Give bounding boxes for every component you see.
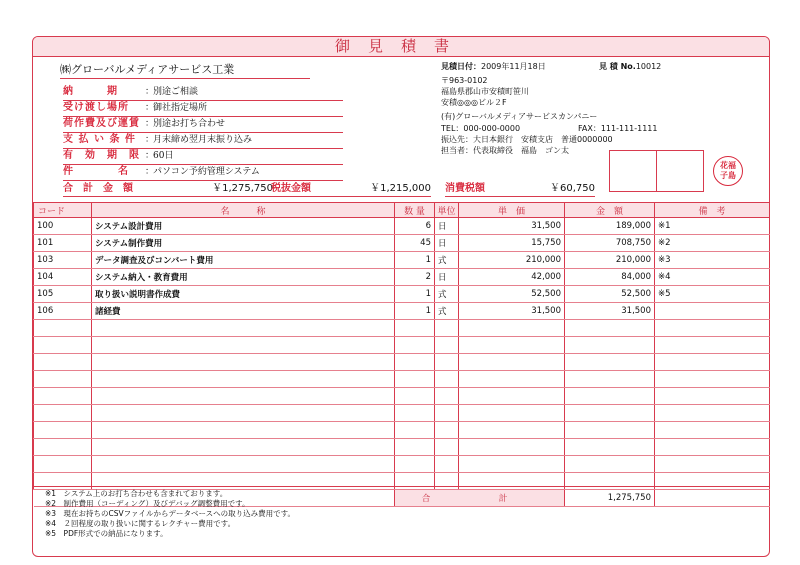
quote-date — [441, 61, 546, 72]
pretax-amount-value: ￥1,215,000 — [370, 183, 431, 194]
header-code: コード — [34, 203, 92, 218]
empty-row — [34, 371, 770, 388]
cell-code: 104 — [34, 269, 92, 286]
note-line: ※4 ２回程度の取り扱いに関するレクチャー費用です。 — [45, 519, 236, 528]
cell-unit: 日 — [435, 218, 459, 235]
cell-code: 101 — [34, 235, 92, 252]
table-row — [34, 252, 770, 269]
cell-unit: 式 — [435, 252, 459, 269]
empty-row — [34, 439, 770, 456]
note-line: ※5 PDF形式での納品になります。 — [45, 529, 168, 538]
tax-amount-label: 消費税額 — [445, 183, 485, 194]
cell-price: 31,500 — [459, 303, 565, 320]
detail-value: 60日 — [153, 151, 174, 161]
cell-note: ※4 — [655, 269, 770, 286]
notes-section — [33, 486, 769, 556]
seal-stamp: 花福 子島 — [713, 156, 743, 186]
cell-name: システム設計費用 — [92, 218, 395, 235]
document-title: 御見積書 — [33, 37, 769, 57]
cell-qty: 1 — [395, 303, 435, 320]
empty-row — [34, 354, 770, 371]
cell-amount: 84,000 — [565, 269, 655, 286]
issuer-fax: FAX：111-111-1111 — [578, 124, 658, 133]
header-price: 単 価 — [459, 203, 565, 218]
empty-row — [34, 320, 770, 337]
table-row — [34, 286, 770, 303]
cell-name: システム納入・教育費用 — [92, 269, 395, 286]
total-amount-label: 合 計 金 額 — [63, 183, 133, 194]
cell-code: 103 — [34, 252, 92, 269]
issuer-person: 担当者：代表取締役 福島 ゴン太 — [441, 146, 569, 155]
issuer-bank: 振込先：大日本銀行 安積支店 普通0000000 — [441, 135, 613, 144]
detail-value: 御社指定場所 — [153, 103, 208, 113]
cell-amount: 31,500 — [565, 303, 655, 320]
cell-unit: 式 — [435, 303, 459, 320]
detail-label: 受け渡し場所 — [63, 102, 129, 113]
items-table — [33, 202, 770, 507]
issuer-tel: TEL：000-000-0000 — [441, 124, 521, 133]
cell-price: 42,000 — [459, 269, 565, 286]
cell-note: ※1 — [655, 218, 770, 235]
empty-row — [34, 405, 770, 422]
quote-number-value: 10012 — [635, 62, 662, 71]
cell-note: ※5 — [655, 286, 770, 303]
empty-row — [34, 456, 770, 473]
issuer-address-1: 福島県郡山市安積町笹川 — [441, 87, 529, 96]
table-row — [34, 269, 770, 286]
cell-amount: 210,000 — [565, 252, 655, 269]
quote-number — [599, 61, 661, 72]
header-note: 備 考 — [655, 203, 770, 218]
cell-price: 15,750 — [459, 235, 565, 252]
note-line: ※1 システム上のお打ち合わせも含まれております。 — [45, 489, 228, 498]
table-row — [34, 235, 770, 252]
header-qty: 数 量 — [395, 203, 435, 218]
cell-code: 106 — [34, 303, 92, 320]
cell-name: 取り扱い説明書作成費 — [92, 286, 395, 303]
cell-unit: 日 — [435, 269, 459, 286]
detail-row-place: 受け渡し場所 ： 御社指定場所 — [63, 100, 343, 117]
cell-amount: 189,000 — [565, 218, 655, 235]
table-row — [34, 218, 770, 235]
cell-amount: 52,500 — [565, 286, 655, 303]
quotation-sheet — [32, 36, 770, 557]
cell-qty: 2 — [395, 269, 435, 286]
issuer-postal: 〒963-0102 — [441, 76, 488, 85]
customer-name: ㈱グローバルメディアサービス工業 — [60, 62, 310, 79]
quote-date-label: 見積日付： — [441, 62, 481, 71]
empty-row — [34, 337, 770, 354]
table-header-row — [34, 203, 770, 218]
header-name: 名 称 — [92, 203, 395, 218]
pretax-amount-label: 税抜金額 — [271, 183, 311, 194]
detail-label: 件 名 — [63, 166, 129, 177]
cell-price: 210,000 — [459, 252, 565, 269]
detail-row-shipping: 荷作費及び運賃 ： 別途お打ち合わせ — [63, 116, 343, 133]
detail-label: 有 効 期 限 — [63, 150, 140, 161]
empty-row — [34, 388, 770, 405]
detail-row-payment: 支 払 い 条 件 ： 月末締め翌月末振り込み — [63, 132, 343, 149]
table-row — [34, 303, 770, 320]
tax-amount — [445, 182, 595, 197]
total-amount-value: ￥1,275,750 — [212, 183, 273, 194]
total-amount — [63, 182, 273, 197]
cell-unit: 式 — [435, 286, 459, 303]
note-line: ※3 現在お持ちのCSVファイルからデータベースへの取り込み費用です。 — [45, 509, 296, 518]
detail-value: 別途お打ち合わせ — [153, 119, 226, 129]
cell-name: 諸経費 — [92, 303, 395, 320]
cell-qty: 6 — [395, 218, 435, 235]
cell-name: システム制作費用 — [92, 235, 395, 252]
detail-label: 荷作費及び運賃 — [63, 118, 140, 129]
tax-amount-value: ￥60,750 — [550, 183, 595, 194]
pretax-amount — [271, 182, 431, 197]
detail-label: 支 払 い 条 件 — [63, 134, 136, 145]
cell-note — [655, 303, 770, 320]
cell-code: 100 — [34, 218, 92, 235]
stamp-box-1 — [609, 150, 657, 192]
cell-unit: 日 — [435, 235, 459, 252]
stamp-box-2 — [656, 150, 704, 192]
cell-name: データ調査及びコンバート費用 — [92, 252, 395, 269]
detail-row-delivery: 納 期 ： 別途ご相談 — [63, 84, 343, 101]
cell-code: 105 — [34, 286, 92, 303]
detail-value: 別途ご相談 — [153, 87, 199, 97]
detail-row-validity: 有 効 期 限 ： 60日 — [63, 148, 343, 165]
header-unit: 単位 — [435, 203, 459, 218]
cell-qty: 45 — [395, 235, 435, 252]
header-amount: 金 額 — [565, 203, 655, 218]
detail-row-subject: 件 名 ： パソコン予約管理システム — [63, 164, 343, 181]
table-total-value: 1,275,750 — [565, 490, 655, 507]
issuer-address-2: 安積◎◎◎ビル２F — [441, 98, 507, 107]
cell-price: 52,500 — [459, 286, 565, 303]
table-total-label: 合 計 — [395, 490, 565, 507]
cell-price: 31,500 — [459, 218, 565, 235]
detail-label: 納 期 — [63, 86, 118, 97]
cell-qty: 1 — [395, 252, 435, 269]
quote-date-value: 2009年11月18日 — [481, 62, 546, 71]
issuer-company: (有)グローバルメディアサービスカンパニー — [441, 112, 598, 121]
cell-qty: 1 — [395, 286, 435, 303]
detail-value: 月末締め翌月末振り込み — [153, 135, 253, 145]
detail-value: パソコン予約管理システム — [153, 167, 260, 177]
note-line: ※2 制作費用（コーディング）及びデバッグ調整費用です。 — [45, 499, 250, 508]
quote-number-label: 見 積 No. — [599, 62, 636, 71]
empty-row — [34, 422, 770, 439]
cell-note: ※2 — [655, 235, 770, 252]
cell-amount: 708,750 — [565, 235, 655, 252]
cell-note: ※3 — [655, 252, 770, 269]
